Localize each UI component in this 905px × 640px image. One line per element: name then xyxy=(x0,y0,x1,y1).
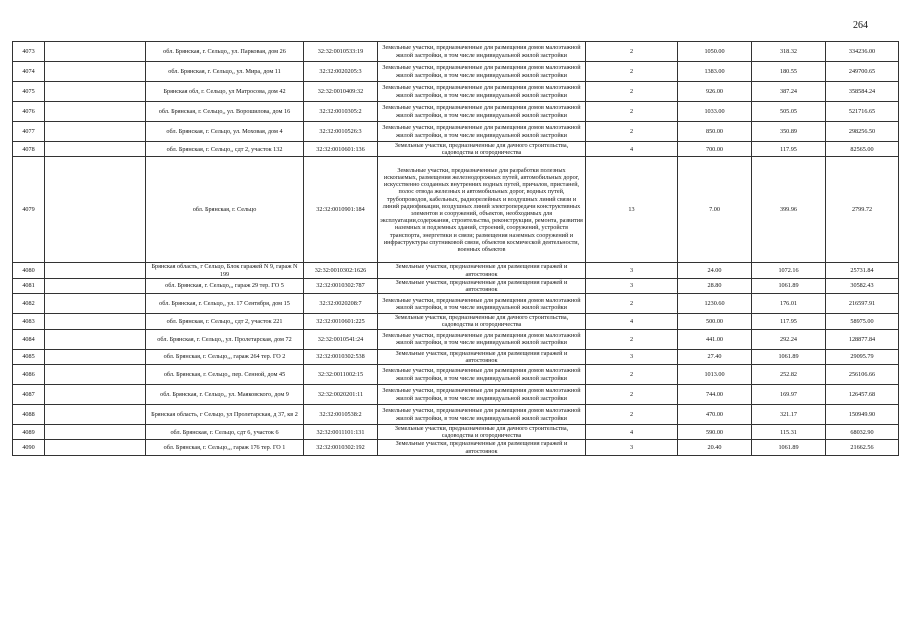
group-cell: 2 xyxy=(586,82,678,102)
cadastral-value-cell: 128877.84 xyxy=(826,329,899,349)
cadastral-number-cell: 32:32:0020208:7 xyxy=(304,294,378,314)
table-row xyxy=(13,122,899,142)
empty-cell xyxy=(45,142,146,157)
address-cell: Брянская область, г Сельцо, Блок гаражей N 9, гараж N 199 xyxy=(146,263,304,278)
cadastral-number-cell: 32:32:0010302:538 xyxy=(304,349,378,364)
row-number: 4078 xyxy=(13,142,45,157)
cadastral-value-cell: 25731.84 xyxy=(826,263,899,278)
row-number: 4074 xyxy=(13,62,45,82)
cadastral-number-cell: 32:32:0010302:1626 xyxy=(304,263,378,278)
group-cell: 2 xyxy=(586,365,678,385)
table-row xyxy=(13,385,899,405)
cadastral-value-cell: 21662.56 xyxy=(826,440,899,455)
row-number: 4082 xyxy=(13,294,45,314)
area-cell: 500.00 xyxy=(678,314,752,329)
specific-value-cell: 180.55 xyxy=(752,62,826,82)
land-use-cell: Земельные участки, предназначенные для размещения гаражей и автостоянок xyxy=(378,263,586,278)
empty-cell xyxy=(45,122,146,142)
specific-value-cell: 115.31 xyxy=(752,425,826,440)
row-number: 4083 xyxy=(13,314,45,329)
group-cell: 2 xyxy=(586,329,678,349)
cadastral-number-cell: 32:32:0011002:15 xyxy=(304,365,378,385)
table-row xyxy=(13,263,899,278)
empty-cell xyxy=(45,42,146,62)
row-number: 4087 xyxy=(13,385,45,405)
row-number: 4077 xyxy=(13,122,45,142)
table-row xyxy=(13,329,899,349)
specific-value-cell: 387.24 xyxy=(752,82,826,102)
row-number: 4075 xyxy=(13,82,45,102)
empty-cell xyxy=(45,365,146,385)
group-cell: 2 xyxy=(586,405,678,425)
cadastral-number-cell: 32:32:0010533:19 xyxy=(304,42,378,62)
row-number: 4090 xyxy=(13,440,45,455)
specific-value-cell: 321.17 xyxy=(752,405,826,425)
empty-cell xyxy=(45,349,146,364)
specific-value-cell: 117.95 xyxy=(752,314,826,329)
specific-value-cell: 252.82 xyxy=(752,365,826,385)
empty-cell xyxy=(45,405,146,425)
specific-value-cell: 292.24 xyxy=(752,329,826,349)
area-cell: 7.00 xyxy=(678,157,752,263)
address-cell: обл. Брянская, г. Сельцо, ул. Моховая, дом 4 xyxy=(146,122,304,142)
land-use-cell: Земельные участки, предназначенные для дачного строительства, садоводства и огородничества xyxy=(378,314,586,329)
specific-value-cell: 1072.16 xyxy=(752,263,826,278)
empty-cell xyxy=(45,62,146,82)
row-number: 4081 xyxy=(13,278,45,293)
empty-cell xyxy=(45,425,146,440)
empty-cell xyxy=(45,263,146,278)
cadastral-number-cell: 32:32:0010305:2 xyxy=(304,102,378,122)
cadastral-value-cell: 334236.00 xyxy=(826,42,899,62)
table-row xyxy=(13,294,899,314)
cadastral-number-cell: 32:32:0010601:136 xyxy=(304,142,378,157)
land-use-cell: Земельные участки, предназначенные для размещения домов малоэтажной жилой застройки, в том числе индивидуальной жилой застройки xyxy=(378,62,586,82)
table-row xyxy=(13,102,899,122)
table-row xyxy=(13,425,899,440)
row-number: 4088 xyxy=(13,405,45,425)
area-cell: 27.40 xyxy=(678,349,752,364)
land-use-cell: Земельные участки, предназначенные для разработки полезных ископаемых, размещения железнодорожных путей, автомобильных дорог, искусственно созданных внутренних водных путей, причалов, пристаней, полос отвода железных и автомобильных дорог, водных путей, трубопроводов, кабельных, радиорелейных и воздушных линий связи и линий радиофикации, воздушных линий электропередачи конструктивных элементов и сооружений, объектов, необходимых для эксплуатации,содержания, строительства, реконструкции, ремонта, развития наземных и подземных зданий, строений, сооружений, устройств транспорта, энергетики и связи; размещения наземных сооружений и инфраструктуры спутниковой связи, объектов космической деятельности, военных объектов xyxy=(378,157,586,263)
table-row xyxy=(13,349,899,364)
row-number: 4080 xyxy=(13,263,45,278)
address-cell: обл. Брянская, г. Сельцо,, ул. Маяковского, дом 9 xyxy=(146,385,304,405)
cadastral-value-cell: 68032.90 xyxy=(826,425,899,440)
address-cell: обл. Брянская, г. Сельцо,, сдт 2, участок 221 xyxy=(146,314,304,329)
specific-value-cell: 505.05 xyxy=(752,102,826,122)
cadastral-value-cell: 298256.50 xyxy=(826,122,899,142)
specific-value-cell: 117.95 xyxy=(752,142,826,157)
area-cell: 24.00 xyxy=(678,263,752,278)
empty-cell xyxy=(45,329,146,349)
row-number: 4084 xyxy=(13,329,45,349)
land-use-cell: Земельные участки, предназначенные для дачного строительства, садоводства и огородничества xyxy=(378,142,586,157)
address-cell: обл. Брянская, г. Сельцо,, ул. Парковая, дом 26 xyxy=(146,42,304,62)
empty-cell xyxy=(45,278,146,293)
cadastral-value-cell: 126457.68 xyxy=(826,385,899,405)
land-use-cell: Земельные участки, предназначенные для размещения домов малоэтажной жилой застройки, в том числе индивидуальной жилой застройки xyxy=(378,82,586,102)
address-cell: обл. Брянская, г. Сельцо,, ул. Мира, дом 11 xyxy=(146,62,304,82)
group-cell: 2 xyxy=(586,62,678,82)
land-use-cell: Земельные участки, предназначенные для размещения домов малоэтажной жилой застройки, в том числе индивидуальной жилой застройки xyxy=(378,385,586,405)
area-cell: 1050.00 xyxy=(678,42,752,62)
area-cell: 28.80 xyxy=(678,278,752,293)
address-cell: обл. Брянская, г. Сельцо, сдт 6, участок 6 xyxy=(146,425,304,440)
area-cell: 744.00 xyxy=(678,385,752,405)
address-cell: обл. Брянская, г. Сельцо,, пер. Сенной, дом 45 xyxy=(146,365,304,385)
row-number: 4089 xyxy=(13,425,45,440)
empty-cell xyxy=(45,385,146,405)
specific-value-cell: 1061.89 xyxy=(752,440,826,455)
table-row xyxy=(13,314,899,329)
address-cell: обл. Брянская, г. Сельцо xyxy=(146,157,304,263)
area-cell: 20.40 xyxy=(678,440,752,455)
group-cell: 3 xyxy=(586,349,678,364)
cadastral-value-cell: 249700.65 xyxy=(826,62,899,82)
specific-value-cell: 350.89 xyxy=(752,122,826,142)
row-number: 4079 xyxy=(13,157,45,263)
address-cell: Брянская обл, г. Сельцо, ул Матросова, дом 42 xyxy=(146,82,304,102)
land-use-cell: Земельные участки, предназначенные для размещения гаражей и автостоянок xyxy=(378,349,586,364)
table-body xyxy=(13,42,899,456)
land-use-cell: Земельные участки, предназначенные для размещения домов малоэтажной жилой застройки, в том числе индивидуальной жилой застройки xyxy=(378,329,586,349)
empty-cell xyxy=(45,294,146,314)
area-cell: 1383.00 xyxy=(678,62,752,82)
cadastral-value-cell: 30582.43 xyxy=(826,278,899,293)
area-cell: 850.00 xyxy=(678,122,752,142)
address-cell: Брянская область, г Сельцо, ул Пролетарская, д 37, кв 2 xyxy=(146,405,304,425)
land-use-cell: Земельные участки, предназначенные для размещения домов малоэтажной жилой застройки, в том числе индивидуальной жилой застройки xyxy=(378,42,586,62)
table-row xyxy=(13,42,899,62)
empty-cell xyxy=(45,157,146,263)
empty-cell xyxy=(45,314,146,329)
cadastral-value-cell: 216597.91 xyxy=(826,294,899,314)
cadastral-number-cell: 32:32:0010526:3 xyxy=(304,122,378,142)
cadastral-value-table xyxy=(12,41,899,456)
land-use-cell: Земельные участки, предназначенные для размещения домов малоэтажной жилой застройки, в том числе индивидуальной жилой застройки xyxy=(378,294,586,314)
address-cell: обл. Брянская, г. Сельцо,,, гараж 176 тер. ГО 1 xyxy=(146,440,304,455)
cadastral-number-cell: 32:32:0010901:184 xyxy=(304,157,378,263)
table-row xyxy=(13,405,899,425)
cadastral-value-cell: 150949.90 xyxy=(826,405,899,425)
area-cell: 926.00 xyxy=(678,82,752,102)
land-use-cell: Земельные участки, предназначенные для размещения домов малоэтажной жилой застройки, в том числе индивидуальной жилой застройки xyxy=(378,102,586,122)
cadastral-number-cell: 32:32:0010601:225 xyxy=(304,314,378,329)
specific-value-cell: 399.96 xyxy=(752,157,826,263)
row-number: 4085 xyxy=(13,349,45,364)
table-row xyxy=(13,440,899,455)
group-cell: 2 xyxy=(586,102,678,122)
table-row xyxy=(13,157,899,263)
cadastral-value-cell: 58975.00 xyxy=(826,314,899,329)
empty-cell xyxy=(45,440,146,455)
cadastral-value-cell: 256106.66 xyxy=(826,365,899,385)
cadastral-number-cell: 32:32:0010541:24 xyxy=(304,329,378,349)
group-cell: 3 xyxy=(586,440,678,455)
group-cell: 4 xyxy=(586,314,678,329)
group-cell: 4 xyxy=(586,425,678,440)
cadastral-value-cell: 82565.00 xyxy=(826,142,899,157)
address-cell: обл. Брянская, г. Сельцо,, ул. 17 Сентября, дом 15 xyxy=(146,294,304,314)
land-use-cell: Земельные участки, предназначенные для размещения гаражей и автостоянок xyxy=(378,440,586,455)
empty-cell xyxy=(45,102,146,122)
group-cell: 13 xyxy=(586,157,678,263)
group-cell: 3 xyxy=(586,263,678,278)
row-number: 4076 xyxy=(13,102,45,122)
land-use-cell: Земельные участки, предназначенные для размещения домов малоэтажной жилой застройки, в том числе индивидуальной жилой застройки xyxy=(378,122,586,142)
area-cell: 1013.00 xyxy=(678,365,752,385)
address-cell: обл. Брянская, г. Сельцо,,, гараж 29 тер. ГО 5 xyxy=(146,278,304,293)
specific-value-cell: 169.97 xyxy=(752,385,826,405)
table-row xyxy=(13,82,899,102)
cadastral-number-cell: 32:32:0010302:787 xyxy=(304,278,378,293)
area-cell: 590.00 xyxy=(678,425,752,440)
cadastral-value-cell: 29095.79 xyxy=(826,349,899,364)
group-cell: 3 xyxy=(586,278,678,293)
land-use-cell: Земельные участки, предназначенные для размещения домов малоэтажной жилой застройки, в том числе индивидуальной жилой застройки xyxy=(378,365,586,385)
area-cell: 441.00 xyxy=(678,329,752,349)
cadastral-value-cell: 358584.24 xyxy=(826,82,899,102)
group-cell: 2 xyxy=(586,385,678,405)
cadastral-number-cell: 32:32:0020205:3 xyxy=(304,62,378,82)
land-use-cell: Земельные участки, предназначенные для дачного строительства, садоводства и огородничества xyxy=(378,425,586,440)
area-cell: 470.00 xyxy=(678,405,752,425)
cadastral-value-cell: 521716.65 xyxy=(826,102,899,122)
address-cell: обл. Брянская, г. Сельцо,, сдт 2, участок 132 xyxy=(146,142,304,157)
area-cell: 1033.00 xyxy=(678,102,752,122)
table-row xyxy=(13,142,899,157)
area-cell: 1230.60 xyxy=(678,294,752,314)
group-cell: 2 xyxy=(586,294,678,314)
cadastral-number-cell: 32:32:0010409:32 xyxy=(304,82,378,102)
specific-value-cell: 1061.89 xyxy=(752,278,826,293)
cadastral-number-cell: 32:32:0010302:192 xyxy=(304,440,378,455)
specific-value-cell: 176.01 xyxy=(752,294,826,314)
specific-value-cell: 318.32 xyxy=(752,42,826,62)
table-row xyxy=(13,278,899,293)
land-use-cell: Земельные участки, предназначенные для размещения домов малоэтажной жилой застройки, в том числе индивидуальной жилой застройки xyxy=(378,405,586,425)
land-use-cell: Земельные участки, предназначенные для размещения гаражей и автостоянок xyxy=(378,278,586,293)
address-cell: обл. Брянская, г. Сельцо,,, гараж 264 тер. ГО 2 xyxy=(146,349,304,364)
group-cell: 2 xyxy=(586,122,678,142)
table-row xyxy=(13,365,899,385)
specific-value-cell: 1061.89 xyxy=(752,349,826,364)
row-number: 4073 xyxy=(13,42,45,62)
area-cell: 700.00 xyxy=(678,142,752,157)
cadastral-number-cell: 32:32:0010538:2 xyxy=(304,405,378,425)
page-number: 264 xyxy=(853,20,868,31)
table-row xyxy=(13,62,899,82)
address-cell: обл. Брянская, г. Сельцо,, ул. Ворошилова, дом 16 xyxy=(146,102,304,122)
cadastral-number-cell: 32:32:0020201:11 xyxy=(304,385,378,405)
group-cell: 2 xyxy=(586,42,678,62)
empty-cell xyxy=(45,82,146,102)
row-number: 4086 xyxy=(13,365,45,385)
cadastral-number-cell: 32:32:0011101:131 xyxy=(304,425,378,440)
cadastral-value-cell: 2799.72 xyxy=(826,157,899,263)
address-cell: обл. Брянская, г. Сельцо,, ул. Пролетарская, дом 72 xyxy=(146,329,304,349)
group-cell: 4 xyxy=(586,142,678,157)
